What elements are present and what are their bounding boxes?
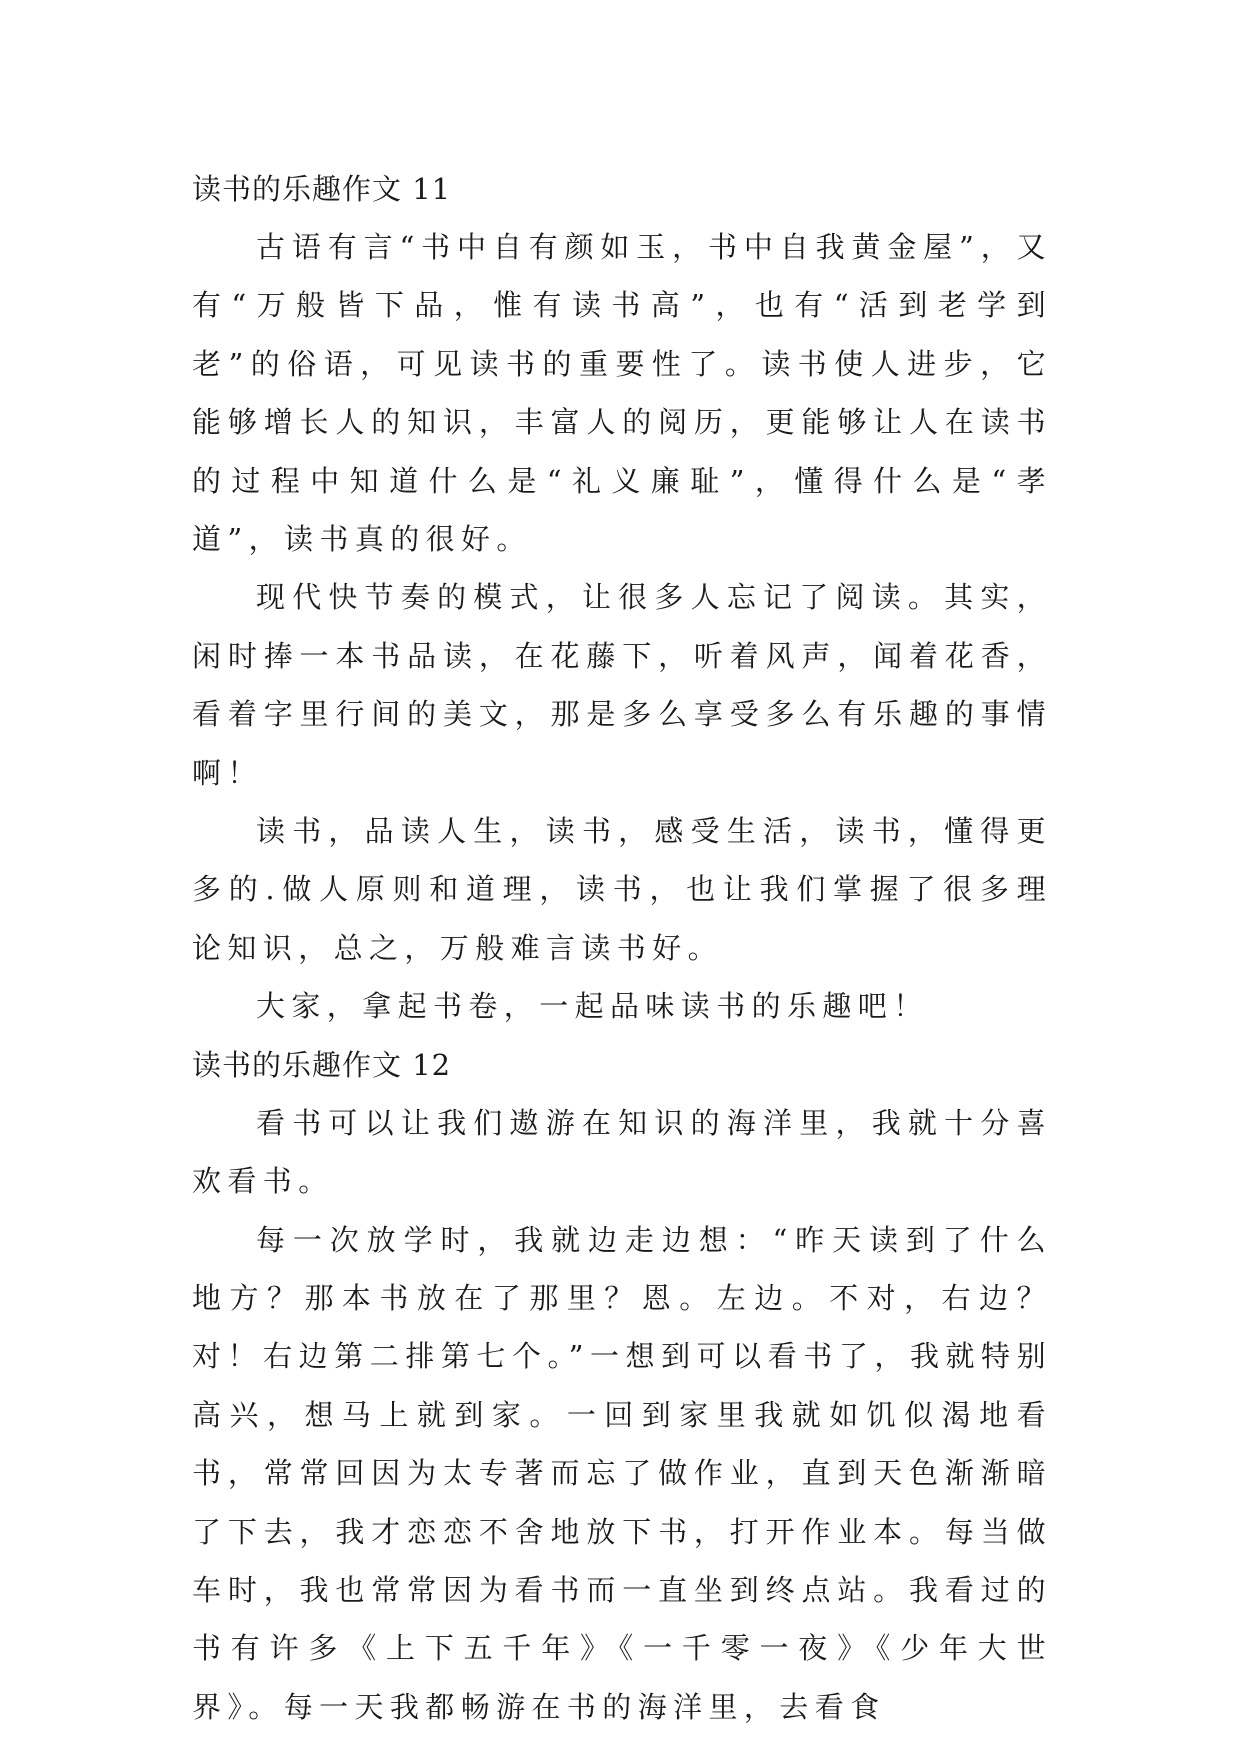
paragraph: 看书可以让我们遨游在知识的海洋里，我就十分喜欢看书。 <box>192 1105 1052 1199</box>
paragraph: 大家，拿起书卷，一起品味读书的乐趣吧！ <box>256 989 929 1024</box>
paragraph: 现代快节奏的模式，让很多人忘记了阅读。其实，闲时捧一本书品读，在花藤下，听着风声，闻着花香，看着字里行间的美文，那是多么享受多么有乐趣的事情啊！ <box>192 580 1052 790</box>
paragraph: 古语有言“书中自有颜如玉，书中自我黄金屋”，又有“万般皆下品，惟有读书高”，也有“活到老学到老”的俗语，可见读书的重要性了。读书使人进步，它能够增长人的知识，丰富人的阅历，更能够让人在读书的过程中知道什么是“礼义廉耻”，懂得什么是“孝道”，读书真的很好。 <box>192 230 1052 557</box>
essay-section-11 <box>192 160 1052 1036</box>
section-heading: 读书的乐趣作文 12 <box>192 1047 452 1082</box>
paragraph: 读书，品读人生，读书，感受生活，读书，懂得更多的.做人原则和道理，读书，也让我们掌握了很多理论知识，总之，万般难言读书好。 <box>192 814 1052 965</box>
essay-section-12 <box>192 1036 1052 1736</box>
paragraph: 每一次放学时，我就边走边想：“昨天读到了什么地方？那本书放在了那里？恩。左边。不对，右边？对！右边第二排第七个。”一想到可以看书了，我就特别高兴，想马上就到家。一回到家里我就如饥似渴地看书，常常回因为太专著而忘了做作业，直到天色渐渐暗了下去，我才恋恋不舍地放下书，打开作业本。每当做车时，我也常常因为看书而一直坐到终点站。我看过的书有许多《上下五千年》《一千零一夜》《少年大世界》。每一天我都畅游在书的海洋里，去看食 <box>192 1222 1052 1724</box>
document-body <box>192 160 1052 1736</box>
section-heading: 读书的乐趣作文 11 <box>192 172 452 206</box>
